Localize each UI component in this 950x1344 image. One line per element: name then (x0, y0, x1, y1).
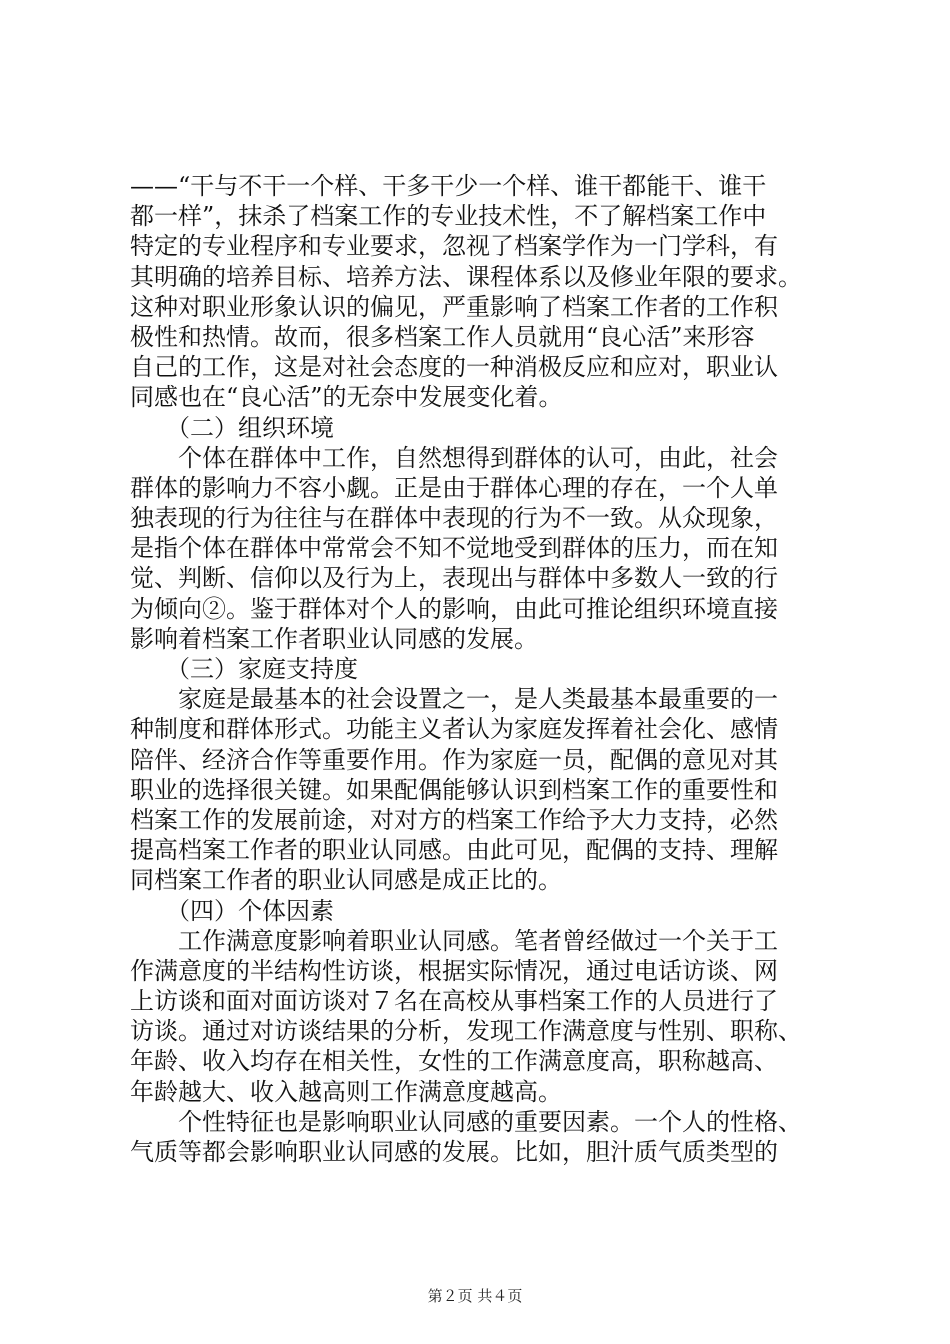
section-heading-individual: （四）个体因素 (166, 896, 334, 925)
paragraph-line: 特定的专业程序和专业要求，忽视了档案学作为一门学科，有 (130, 232, 778, 261)
paragraph-line: 职业的选择很关键。如果配偶能够认识到档案工作的重要性和 (130, 775, 778, 804)
paragraph-line: 影响着档案工作者职业认同感的发展。 (130, 624, 538, 653)
paragraph-line: 独表现的行为往往与在群体中表现的行为不一致。从众现象， (130, 504, 778, 533)
paragraph-line: 群体的影响力不容小觑。正是由于群体心理的存在，一个人单 (130, 473, 778, 502)
section-heading-family: （三）家庭支持度 (166, 655, 358, 683)
paragraph-line: 同感也在“良心活”的无奈中发展变化着。 (130, 383, 563, 412)
paragraph-line: 访谈。通过对访谈结果的分析，发现工作满意度与性别、职称、 (130, 1017, 802, 1046)
paragraph-line: 陪伴、经济合作等重要作用。作为家庭一员，配偶的意见对其 (130, 745, 778, 774)
paragraph-line: 觉、判断、信仰以及行为上，表现出与群体中多数人一致的行 (130, 564, 778, 593)
paragraph-line: 年龄越大、收入越高则工作满意度越高。 (130, 1077, 562, 1106)
paragraph-line: 提高档案工作者的职业认同感。由此可见，配偶的支持、理解 (130, 836, 778, 865)
paragraph-line: 个体在群体中工作，自然想得到群体的认可，由此，社会 (130, 443, 778, 472)
paragraph-line: 个性特征也是影响职业认同感的重要因素。一个人的性格、 (130, 1107, 802, 1136)
paragraph-line: 种制度和群体形式。功能主义者认为家庭发挥着社会化、感情 (130, 715, 778, 744)
paragraph-line: 档案工作的发展前途，对对方的档案工作给予大力支持，必然 (130, 805, 778, 834)
section-heading-organization: （二）组织环境 (166, 413, 334, 442)
paragraph-line: 上访谈和面对面访谈对７名在高校从事档案工作的人员进行了 (130, 987, 778, 1016)
paragraph-line: 家庭是最基本的社会设置之一，是人类最基本最重要的一 (130, 685, 778, 714)
paragraph-line: 同档案工作者的职业认同感是成正比的。 (130, 866, 562, 895)
page-footer: 第２页 共４页 (427, 1287, 523, 1305)
paragraph-line: 其明确的培养目标、培养方法、课程体系以及修业年限的要求。 (130, 262, 802, 291)
paragraph-line: 都一样”，抹杀了档案工作的专业技术性，不了解档案工作中 (130, 202, 767, 231)
paragraph-line: 工作满意度影响着职业认同感。笔者曾经做过一个关于工 (130, 926, 778, 955)
paragraph-line: 自己的工作，这是对社会态度的一种消极反应和应对，职业认 (130, 353, 778, 382)
paragraph-line: 作满意度的半结构性访谈，根据实际情况，通过电话访谈、网 (130, 956, 778, 985)
paragraph-line: ——“干与不干一个样、干多干少一个样、谁干都能干、谁干 (130, 172, 767, 200)
body-text (130, 171, 830, 1167)
paragraph-line: 为倾向②。鉴于群体对个人的影响，由此可推论组织环境直接 (130, 594, 778, 623)
paragraph-line: 极性和热情。故而，很多档案工作人员就用“良心活”来形容 (130, 322, 755, 351)
paragraph-line: 是指个体在群体中常常会不知不觉地受到群体的压力，而在知 (130, 534, 778, 563)
paragraph-line: 气质等都会影响职业认同感的发展。比如，胆汁质气质类型的 (130, 1138, 778, 1166)
paragraph-line: 年龄、收入均存在相关性，女性的工作满意度高，职称越高、 (130, 1047, 778, 1076)
paragraph-line: 这种对职业形象认识的偏见，严重影响了档案工作者的工作积 (130, 292, 778, 321)
